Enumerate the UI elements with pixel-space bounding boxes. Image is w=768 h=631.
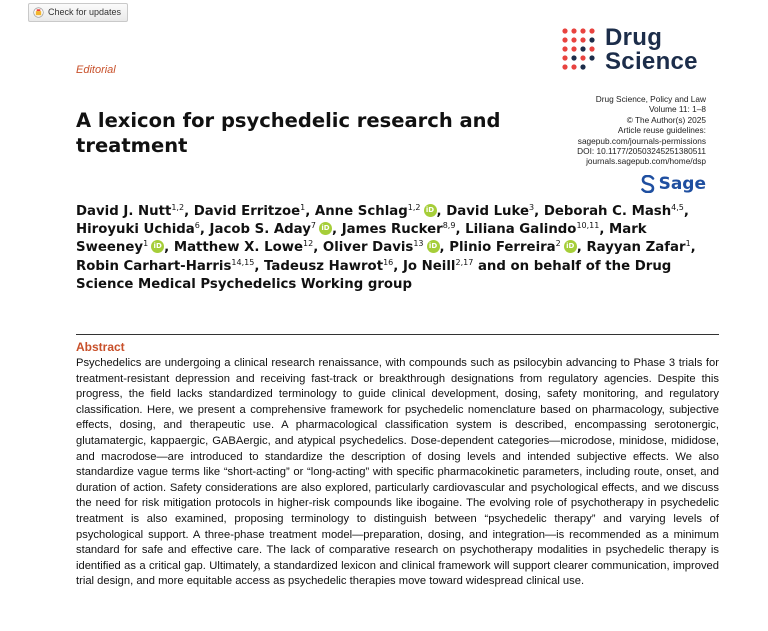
authors-suffix: and on behalf of the Drug Science Medical Psychedelics Working group bbox=[76, 258, 672, 292]
author-name: David J. Nutt bbox=[76, 204, 172, 219]
orcid-icon[interactable] bbox=[319, 222, 332, 235]
author-name: Anne Schlag bbox=[314, 204, 408, 219]
journal-link[interactable]: journals.sagepub.com/home/dsp bbox=[586, 156, 706, 167]
author-affiliation: 2 bbox=[555, 239, 561, 249]
reuse-label: Article reuse guidelines: bbox=[617, 125, 706, 136]
author bbox=[465, 222, 599, 237]
author-name: David Erritzoe bbox=[193, 204, 301, 219]
author-name: Plinio Ferreira bbox=[449, 240, 556, 256]
author-affiliation: 13 bbox=[413, 239, 424, 249]
author-affiliation: 6 bbox=[194, 221, 200, 231]
author-name: Rayyan Zafar bbox=[586, 240, 686, 256]
logo-line-2: Science bbox=[605, 48, 698, 75]
author bbox=[76, 204, 184, 219]
author-affiliation: 2,17 bbox=[455, 257, 474, 267]
author-affiliation: 7 bbox=[310, 221, 317, 231]
check-for-updates-button[interactable] bbox=[28, 3, 128, 22]
journal-name: Drug Science, Policy and Law bbox=[595, 94, 706, 104]
author-affiliation: 10,11 bbox=[576, 221, 600, 231]
orcid-icon[interactable] bbox=[151, 240, 164, 253]
author bbox=[194, 204, 305, 219]
logo-dots-icon bbox=[560, 26, 598, 74]
author-name: Matthew X. Lowe bbox=[173, 240, 304, 256]
sage-name: Sage bbox=[658, 174, 706, 194]
author-name: Tadeusz Hawrot bbox=[264, 258, 384, 274]
author bbox=[446, 204, 534, 219]
author-affiliation: 1 bbox=[143, 239, 149, 249]
author-affiliation: 14,15 bbox=[231, 257, 255, 267]
author-name: Hiroyuki Uchida bbox=[76, 222, 195, 238]
author-affiliation: 1,2 bbox=[407, 203, 421, 212]
author-name: Robin Carhart-Harris bbox=[76, 258, 232, 274]
author bbox=[174, 240, 313, 255]
author-name: Oliver Davis bbox=[322, 240, 414, 256]
author bbox=[315, 204, 437, 219]
author-name: James Rucker bbox=[341, 222, 443, 238]
author-affiliation: 12 bbox=[303, 239, 314, 249]
author-affiliation: 3 bbox=[529, 203, 535, 212]
author-affiliation: 1 bbox=[685, 239, 691, 249]
author bbox=[449, 240, 577, 255]
logo-wordmark bbox=[605, 26, 698, 74]
sage-s-icon bbox=[641, 175, 655, 193]
author-name: Deborah C. Mash bbox=[543, 204, 672, 219]
copyright: © The Author(s) 2025 bbox=[626, 114, 706, 125]
check-updates-icon bbox=[33, 7, 44, 18]
author bbox=[323, 240, 440, 255]
divider bbox=[76, 334, 719, 335]
author-name: David Luke bbox=[446, 204, 530, 219]
author-name: Mark Sweeney bbox=[76, 222, 647, 256]
orcid-icon[interactable] bbox=[564, 240, 577, 253]
article-section: Editorial bbox=[76, 64, 116, 76]
author bbox=[544, 204, 684, 219]
logo-line-1: Drug bbox=[605, 24, 663, 51]
reuse-link[interactable]: sagepub.com/journals-permissions bbox=[577, 135, 706, 146]
author bbox=[76, 222, 200, 237]
author bbox=[264, 259, 393, 274]
author-affiliation: 1 bbox=[300, 203, 306, 212]
orcid-icon[interactable] bbox=[424, 204, 437, 217]
author bbox=[403, 259, 473, 274]
author bbox=[76, 259, 254, 274]
journal-volume: Volume 11: 1–8 bbox=[648, 104, 706, 115]
author-list: David J. Nutt$^{1,2}$, David Erritzoe$^1$, Anne Schlag$^{1,2}$iD , David Luke$^3$, Deborah C. Mash$^{4,5}$, Hiroyuki Uchida$^6$, Jacob S. Aday$^7$iD , James Rucker$^{8,9}$, Liliana Galindo$^{10,11}$, Mark Sweeney$^1$iD , Matthew X. Lowe$^{12}$, Oliver Davis$^{13}$iD , Plinio Ferreira$^2$iD , Rayyan Zafar$^1$, Robin Carhart-Harris$^{14,15}$, Tadeusz Hawrot$^{16}$, Jo Neill$^{2,17}$ and on behalf of the Drug Science Medical Psychedelics Working group bbox=[76, 203, 716, 294]
abstract-heading: Abstract bbox=[76, 340, 125, 354]
author-affiliation: 8,9 bbox=[442, 221, 456, 231]
author bbox=[586, 240, 690, 255]
author-name: Liliana Galindo bbox=[465, 222, 577, 238]
abstract-text: Psychedelics are undergoing a clinical research renaissance, with compounds such as psilocybin advancing to Phase 3 trials for treatment-resistant depression and receiving fast-track or breakthrough designations from regulatory agencies. Despite this progress, the field lacks standardized terminology to guide clinical development, dosing, safety monitoring, and regulatory classification. Here, we present a comprehensive framework for psychedelic nomenclature based on pharmacology, subjective effects, dosing, and therapeutic use. A pharmacological classification system is described, encompassing serotonergic, glutamatergic, kappaergic, GABAergic, and atypical psychedelics. Dose-dependent categories—microdose, minidose, mididose, and macrodose—are introduced to standardize the description of dosing levels and intended subjective effects. We also standardize vague terms like “short-acting” or “long-acting” with specific pharmacokinetic parameters, including route, onset, and duration of action. Safety considerations are also explored, particularly cardiovascular and psychological effects, and we discuss the need for risk mitigation protocols in higher-risk compounds like ibogaine. The evolving role of psychotherapy in psychedelic treatment is also examined, proposing terminology to distinguish between “psychedelic therapy” and varying levels of psychological support. A three-phase treatment model—preparation, dosing, and integration—is recommended as a minimum standard for safe and effective care. The lack of comparative research on psychotherapy modalities in psychedelic therapy is identified as a critical gap. Ultimately, a standardized lexicon and clinical framework will support clearer communication, improved trial design, and more equitable access as psychedelic therapies move toward widespread clinical use. bbox=[76, 357, 719, 588]
doi-link[interactable]: DOI: 10.1177/20503245251380511 bbox=[577, 146, 706, 157]
author bbox=[342, 222, 456, 237]
author-affiliation: 1,2 bbox=[171, 203, 185, 212]
drug-science-logo bbox=[560, 26, 698, 74]
author-affiliation: 4,5 bbox=[671, 203, 684, 212]
check-for-updates-label: Check for updates bbox=[48, 7, 122, 17]
author-affiliation: 16 bbox=[383, 257, 394, 267]
sage-logo bbox=[641, 174, 706, 194]
author-name: Jo Neill bbox=[402, 258, 456, 274]
author bbox=[210, 222, 332, 237]
journal-meta bbox=[577, 94, 706, 167]
article-title: A lexicon for psychedelic research and treatment bbox=[76, 109, 501, 157]
author-name: Jacob S. Aday bbox=[209, 222, 311, 238]
orcid-icon[interactable] bbox=[427, 240, 440, 253]
